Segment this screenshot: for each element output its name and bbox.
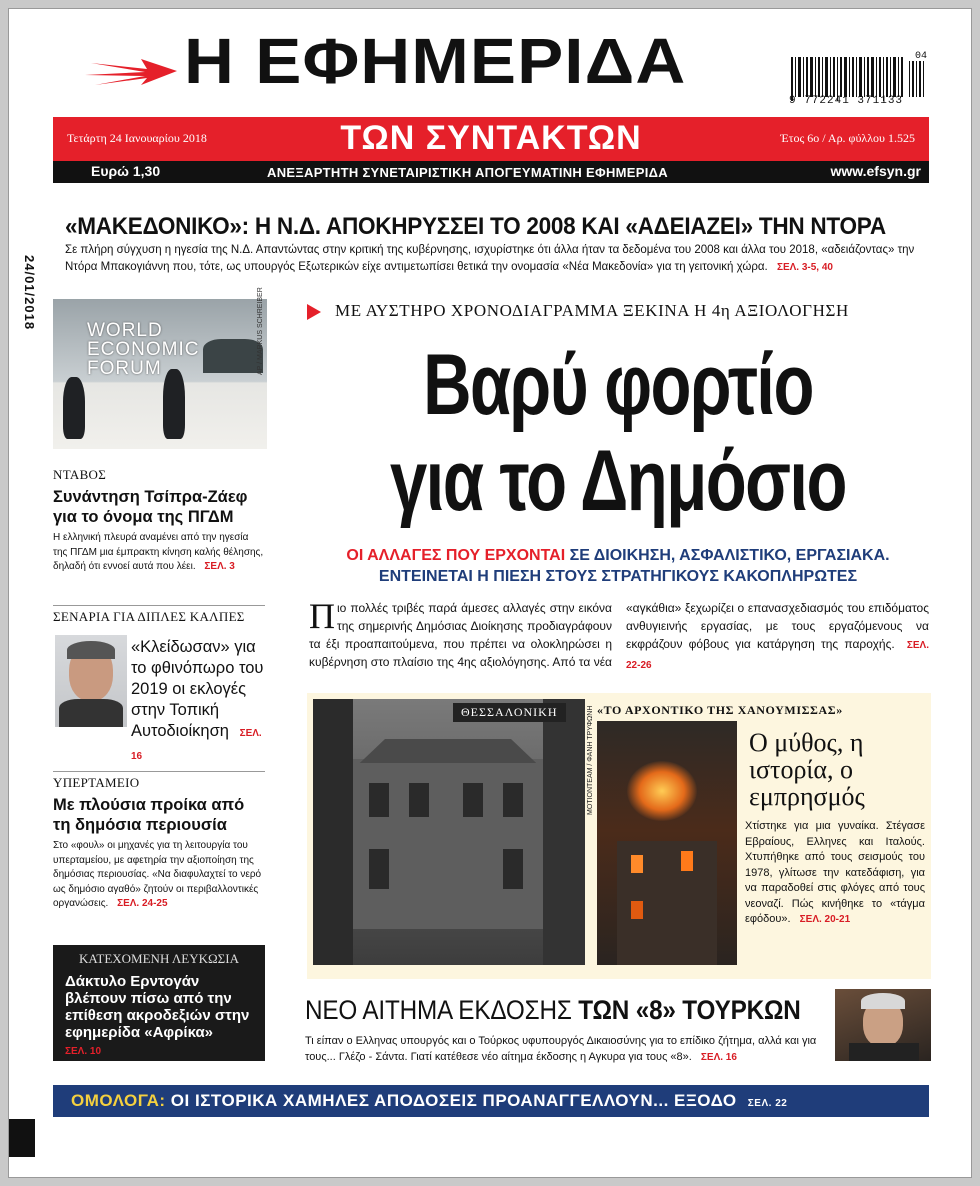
politician-portrait [55,635,127,727]
main-subhead-blue1: ΣΕ ΔΙΟΙΚΗΣΗ, ΑΣΦΑΛΙΣΤΙΚΟ, ΕΡΓΑΣΙΑΚΑ. [569,547,890,564]
feature-headline: Ο μύθος, η ιστορία, ο εμπρησμός [749,728,865,811]
fire-photo [597,721,737,965]
story-headline: Με πλούσια προίκα από τη δημόσια περιουσία [53,796,245,834]
turks-pages: ΣΕΛ. 16 [700,1052,737,1063]
price: Ευρώ 1,30 [91,163,161,179]
feature-body-text: Χτίστηκε για μια γυναίκα. Στέγασε Εβραίους, Ελληνες και Ιταλούς. Χτυπήθηκε από τους σεισμούς του 1978, γλίτωσε την κατεδάφιση, για να παραδοθεί στις φλόγες από τους νεοναζί. Πώς κινήθηκε το «τάγμα εφόδου». [745,820,925,925]
box-kicker: ΚΑΤΕΧΟΜΕΝΗ ΛΕΥΚΩΣΙΑ [79,951,239,966]
mansion-photo [313,699,585,965]
davos-photo-credit: AP / MARKUS SCHREIBER [257,287,264,375]
dropcap: Π [309,596,335,636]
story-pages: ΣΕΛ. 16 [131,728,262,762]
box-headline: Δάκτυλο Ερντογάν βλέπουν πίσω από την επίθεση ακροδεξιών στην εφημερίδα «Αφρίκα» [65,973,250,1041]
bottom-bar-lead: ΟΜΟΛΟΓΑ: [71,1091,166,1110]
bottom-bar-pages: ΣΕΛ. 22 [747,1098,788,1109]
divider [53,771,265,772]
bottom-bar [53,1085,929,1117]
feature-pages: ΣΕΛ. 20-21 [799,914,851,925]
story-kicker: ΥΠΕΡΤΑΜΕΙΟ [53,775,140,790]
story-headline [131,637,265,767]
masthead-black-bar [53,161,929,183]
story-headline-text: «Κλείδωσαν» για το φθινόπωρο του 2019 οι εκλογές στην Τοπική Αυτοδιοίκηση [131,638,264,740]
main-kicker-text: ΜΕ ΑΥΣΤΗΡΟ ΧΡΟΝΟΔΙΑΓΡΑΜΜΑ ΞΕΚΙΝΑ Η 4η ΑΞΙΟΛΟΓΗΣΗ [335,301,849,320]
masthead-subtitle: ΤΩΝ ΣΥΝΤΑΚΤΩΝ [340,119,642,157]
main-headline-line1: Βαρύ φορτίο [423,337,813,433]
issue-date: Τετάρτη 24 Ιανουαρίου 2018 [67,131,207,145]
main-body [309,596,929,675]
main-pages: ΣΕΛ. 22-26 [626,640,929,671]
feature-body [745,819,925,928]
main-headline [375,337,860,529]
divider [53,605,265,606]
story-body [53,531,265,575]
bottom-bar-text: ΟΙ ΙΣΤΟΡΙΚΑ ΧΑΜΗΛΕΣ ΑΠΟΔΟΣΕΙΣ ΠΡΟΑΝΑΓΓΕΛΛΟΥΝ... ΕΞΟΔΟ [170,1091,737,1110]
left-story-davos [53,467,265,575]
barcode-digits: 9 772241 371133 [789,95,904,107]
turks-headline [305,995,801,1026]
feature-label-mansion: «ΤΟ ΑΡΧΟΝΤΙΚΟ ΤΗΣ ΧΑΝΟΥΜΙΣΣΑΣ» [597,703,843,717]
wef-sign: WORLD ECONOMIC FORUM [87,320,200,379]
masthead-title: Η ΕΦΗΜΕΡΙΔΑ [184,25,687,97]
issue-number: Έτος 6ο / Αρ. φύλλου 1.525 [780,131,915,145]
top-story-headline: «ΜΑΚΕΔΟΝΙΚΟ»: Η Ν.Δ. ΑΠΟΚΗΡΥΣΣΕΙ ΤΟ 2008 ΚΑΙ «ΑΔΕΙΑΖΕΙ» ΤΗΝ ΝΤΟΡΑ [65,213,886,240]
side-date: 24/01/2018 [22,255,37,331]
registration-mark [9,1119,35,1157]
turks-headline-bold: ΤΩΝ «8» ΤΟΥΡΚΩΝ [578,995,801,1025]
story-text: Στο «φουλ» οι μηχανές για τη λειτουργία του υπερταμείου, με αφετηρία την αξιοποίηση της δημόσιας περιουσίας. «Να διαφυλαχτεί το νερό ως δημόσιο αγαθό» ζητούν οι περιβαλλοντικές οργανώσεις. [53,840,262,909]
main-headline-line2: για το Δημόσιο [390,433,846,529]
box-pages: ΣΕΛ. 10 [65,1046,102,1057]
feature-label-thessaloniki: ΘΕΣΣΑΛΟΝΙΚΗ [453,703,566,722]
main-subhead [307,545,929,587]
davos-photo [53,299,267,449]
tagline: ΑΝΕΞΑΡΤΗΤΗ ΣΥΝΕΤΑΙΡΙΣΤΙΚΗ ΑΠΟΓΕΥΜΑΤΙΝΗ ΕΦΗΜΕΡΙΔΑ [267,165,668,180]
pen-logo-icon [81,51,181,91]
story-body [53,839,265,912]
story-text: Η ελληνική πλευρά αναμένει από την ηγεσία της ΠΓΔΜ μια έμπρακτη κίνηση καλής θέλησης, δηλαδή ότι εννοεί αυτά που λέει. [53,532,264,572]
person-silhouette [163,369,185,439]
top-story-pages: ΣΕΛ. 3-5, 40 [776,262,833,273]
minister-portrait [835,989,931,1061]
story-kicker: ΣΕΝΑΡΙΑ ΓΙΑ ΔΙΠΛΕΣ ΚΑΛΠΕΣ [53,609,245,624]
fire-photo-credit: MOTIONTEAM / ΦΑΝΗ ΤΡΥΦΩΝΗ [587,705,594,815]
main-subhead-red: ΟΙ ΑΛΛΑΓΕΣ ΠΟΥ ΕΡΧΟΝΤΑΙ [346,547,566,564]
person-silhouette [63,377,85,439]
barcode-issue: 04 [915,51,928,62]
top-story-text: Σε πλήρη σύγχυση η ηγεσία της Ν.Δ. Απαντώντας στην κριτική της κυβέρνησης, ισχυρίστηκε ότι άλλα ήταν τα δεδομένα του 2008 και άλλα του 2018, «αδειάζοντας» την Ντόρα Μπακογιάννη που, τότε, ως υπουργός Εξωτερικών είχε αντιμετωπίσει θετικά την ονομασία «Νέα Μακεδονία» για τη γειτονική χώρα. [65,244,915,273]
turks-headline-light: ΝΕΟ ΑΙΤΗΜΑ ΕΚΔΟΣΗΣ [305,995,572,1025]
story-kicker: ΝΤΑΒΟΣ [53,467,107,482]
newspaper-front-page [8,8,972,1178]
turks-body-text: Τι είπαν ο Ελληνας υπουργός και ο Τούρκος υφυπουργός Δικαιοσύνης για το επίδικο ζήτημα, αλλά και για τους... Γλέζο - Σάντα. Γιατί κατέθεσε νέο αίτημα έκδοσης η Αγκυρα για τους «8». [305,1035,817,1063]
masthead-red-bar [53,117,929,161]
main-subhead-blue2: ΕΝΤΕΙΝΕΤΑΙ Η ΠΙΕΣΗ ΣΤΟΥΣ ΣΤΡΑΤΗΓΙΚΟΥΣ ΚΑΚΟΠΛΗΡΩΤΕΣ [378,568,858,585]
top-story-body [65,242,927,276]
main-body-text: ιο πολλές τριβές παρά άμεσες αλλαγές στην εικόνα της σημερινής Δημόσιας Διοίκησης προδιαγράφουν τα έξι προαπαιτούμενα, που πρέπει να ολοκληρώσει η κυβέρνηση στο πλαίσιο της 4ης αξιολόγησης. Από τα νέα «αγκάθια» ξεχωρίζει ο επανασχεδιασμός του επιδόματος ανθυγιεινής εργασίας, με τους εργαζόμενους να εκφράζουν φόβους για κατάργηση της παροχής. [309,601,929,669]
website: www.efsyn.gr [830,163,921,179]
story-pages: ΣΕΛ. 3 [204,561,235,572]
story-pages: ΣΕΛ. 24-25 [117,898,168,909]
triangle-icon [307,304,321,320]
story-headline: Συνάντηση Τσίπρα-Ζάεφ για το όνομα της ΠΓΔΜ [53,488,248,526]
trees-silhouette [203,339,263,373]
occupied-nicosia-box [53,945,265,1061]
main-kicker [307,301,849,321]
left-story-elections [53,609,265,625]
turks-body [305,1033,825,1066]
left-story-superfund [53,775,265,912]
